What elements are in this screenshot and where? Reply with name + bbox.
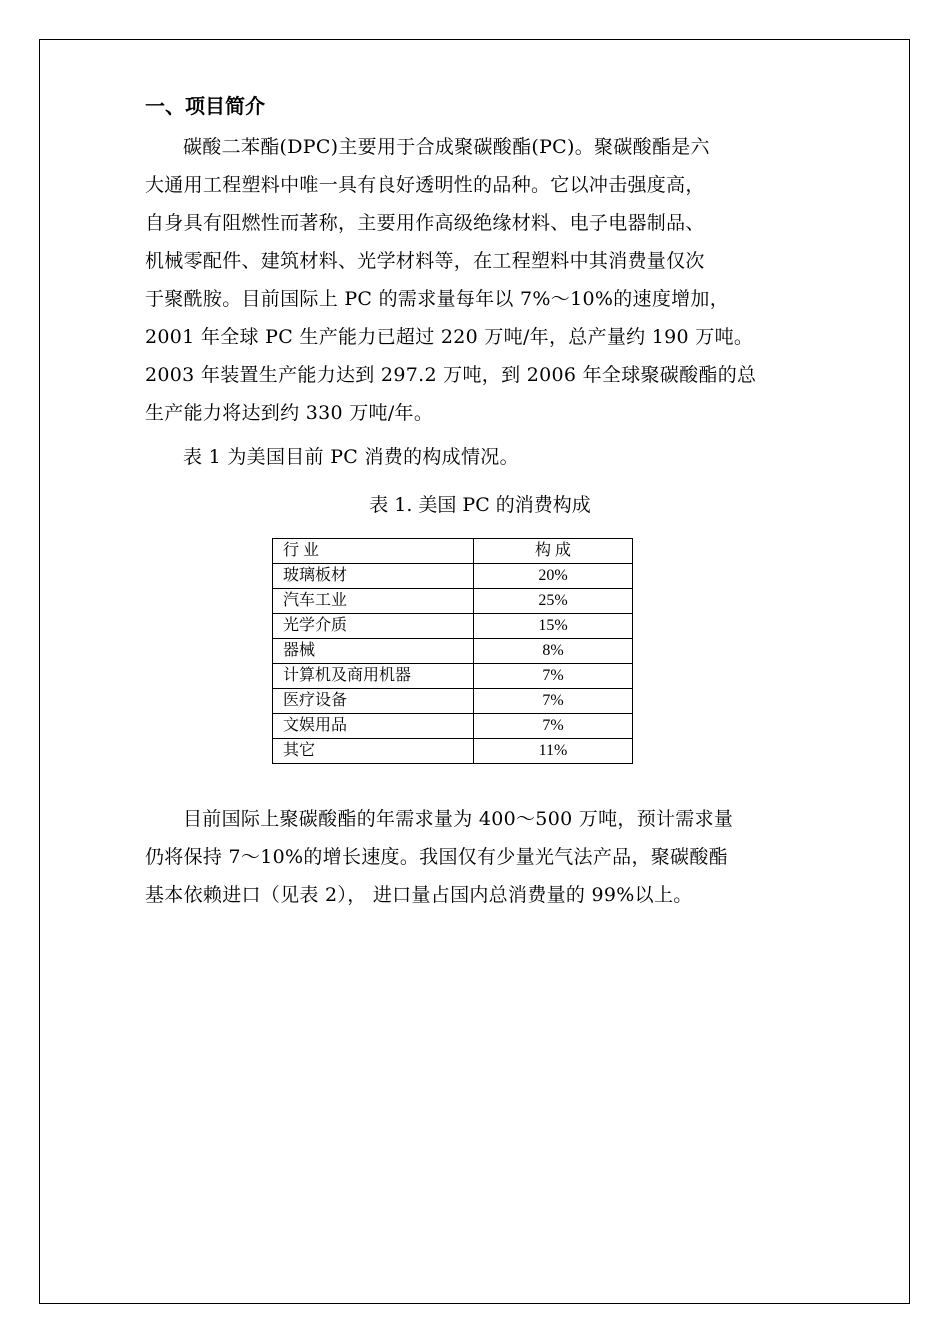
cell-industry: 光学介质 bbox=[273, 614, 474, 639]
cell-industry: 玻璃板材 bbox=[273, 564, 474, 589]
intro-line: 生产能力将达到约 330 万吨/年。 bbox=[145, 402, 434, 424]
cell-share: 7% bbox=[474, 664, 633, 689]
document-body bbox=[145, 88, 825, 914]
table-row bbox=[273, 689, 633, 714]
table-row bbox=[273, 739, 633, 764]
cell-share: 25% bbox=[474, 589, 633, 614]
cell-industry: 文娱用品 bbox=[273, 714, 474, 739]
intro-line: 碳酸二苯酯(DPC)主要用于合成聚碳酸酯(PC)。聚碳酸酯是六 bbox=[183, 136, 710, 158]
demand-paragraph bbox=[145, 800, 825, 914]
header-industry: 行 业 bbox=[273, 539, 474, 564]
cell-share: 15% bbox=[474, 614, 633, 639]
intro-line: 自身具有阻燃性而著称，主要用作高级绝缘材料、电子电器制品、 bbox=[145, 212, 705, 234]
intro-line: 于聚酰胺。目前国际上 PC 的需求量每年以 7%～10%的速度增加， bbox=[145, 288, 730, 310]
table-row bbox=[273, 589, 633, 614]
consumption-table bbox=[272, 538, 633, 764]
table-row bbox=[273, 614, 633, 639]
intro-paragraph bbox=[145, 128, 825, 432]
table-header-row bbox=[273, 539, 633, 564]
cell-industry: 器械 bbox=[273, 639, 474, 664]
demand-line: 基本依赖进口（见表 2）， 进口量占国内总消费量的 99%以上。 bbox=[145, 884, 693, 906]
cell-share: 8% bbox=[474, 639, 633, 664]
table-intro-paragraph: 表 1 为美国目前 PC 消费的构成情况。 bbox=[183, 446, 519, 468]
cell-industry: 计算机及商用机器 bbox=[273, 664, 474, 689]
cell-industry: 汽车工业 bbox=[273, 589, 474, 614]
cell-industry: 其它 bbox=[273, 739, 474, 764]
table-caption: 表 1. 美国 PC 的消费构成 bbox=[369, 494, 591, 516]
section-heading: 一、项目简介 bbox=[145, 94, 265, 118]
intro-line: 大通用工程塑料中唯一具有良好透明性的品种。它以冲击强度高， bbox=[145, 174, 705, 196]
cell-industry: 医疗设备 bbox=[273, 689, 474, 714]
cell-share: 20% bbox=[474, 564, 633, 589]
cell-share: 7% bbox=[474, 714, 633, 739]
demand-line: 仍将保持 7～10%的增长速度。我国仅有少量光气法产品，聚碳酸酯 bbox=[145, 846, 728, 868]
table-row bbox=[273, 564, 633, 589]
demand-line: 目前国际上聚碳酸酯的年需求量为 400～500 万吨，预计需求量 bbox=[183, 808, 734, 830]
intro-line: 2003 年装置生产能力达到 297.2 万吨，到 2006 年全球聚碳酸酯的总 bbox=[145, 364, 757, 386]
cell-share: 7% bbox=[474, 689, 633, 714]
table-row bbox=[273, 714, 633, 739]
intro-line: 2001 年全球 PC 生产能力已超过 220 万吨/年，总产量约 190 万吨。 bbox=[145, 326, 754, 348]
header-share: 构 成 bbox=[474, 539, 633, 564]
cell-share: 11% bbox=[474, 739, 633, 764]
table-row bbox=[273, 639, 633, 664]
table-row bbox=[273, 664, 633, 689]
intro-line: 机械零配件、建筑材料、光学材料等，在工程塑料中其消费量仅次 bbox=[145, 250, 705, 272]
